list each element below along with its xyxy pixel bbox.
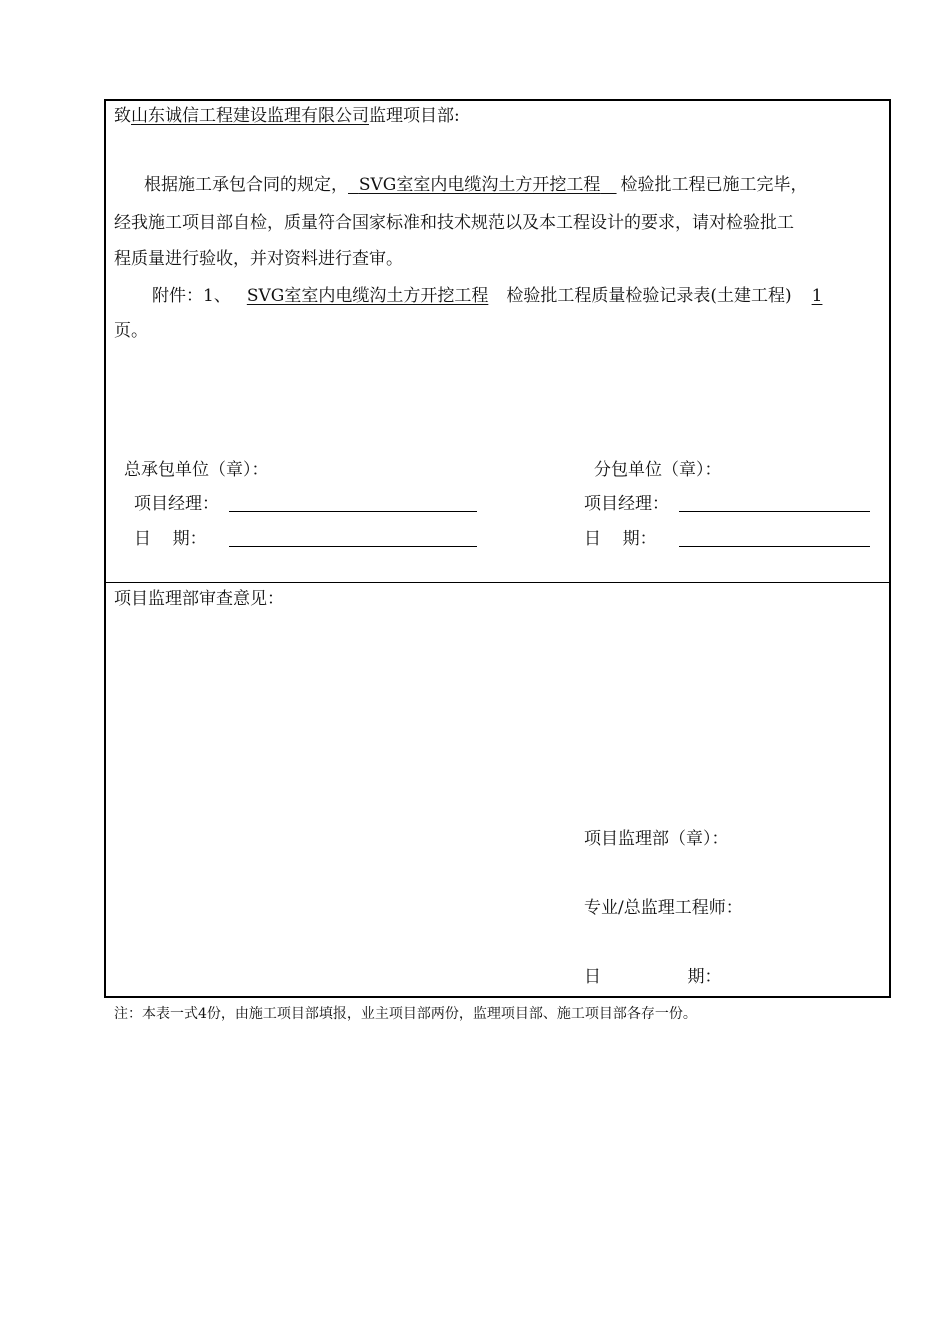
supervision-company: 山东诚信工程建设监理有限公司 (131, 106, 369, 126)
review-date-label: 日 期： (584, 967, 722, 987)
sub-manager-label: 项目经理： (584, 494, 669, 514)
general-manager-label: 项目经理： (134, 494, 219, 514)
body-line-2: 经我施工项目部自检，质量符合国家标准和技术规范以及本工程设计的要求，请对检验批工 (114, 213, 794, 233)
pad (600, 175, 616, 195)
supervising-engineer-label: 专业/总监理工程师： (584, 898, 743, 918)
sub-date-blank[interactable] (679, 546, 870, 547)
general-contractor-stamp-label: 总承包单位（章）： (124, 460, 269, 480)
body-line-3: 程质量进行验收，并对资料进行查审。 (114, 249, 403, 269)
form-frame (104, 99, 891, 998)
attachment-line-end: 页。 (114, 321, 148, 341)
sub-date-label: 日 期： (584, 529, 657, 549)
review-opinion-title: 项目监理部审查意见： (114, 589, 284, 609)
attachment-label: 附件：1、 (152, 286, 231, 306)
general-date-label: 日 期： (134, 529, 207, 549)
addressee-suffix: 监理项目部: (369, 106, 460, 126)
body-text: 检验批工程已施工完毕， (620, 175, 808, 195)
section-divider (104, 582, 891, 583)
addressee-prefix: 致 (114, 106, 131, 126)
pad (348, 175, 359, 195)
body-line-1 (144, 175, 808, 195)
attachment-line (152, 286, 822, 306)
supervision-stamp-label: 项目监理部（章）： (584, 829, 729, 849)
sub-manager-blank[interactable] (679, 511, 870, 512)
attachment-project: SVG室室内电缆沟土方开挖工程 (246, 286, 489, 306)
attachment-count: 1 (811, 286, 823, 306)
general-manager-blank[interactable] (229, 511, 477, 512)
subcontractor-stamp-label: 分包单位（章）： (594, 460, 722, 480)
body-text: 根据施工承包合同的规定， (144, 175, 348, 195)
project-name-field (348, 175, 617, 195)
footnote: 注：本表一式4份，由施工项目部填报，业主项目部两份，监理项目部、施工项目部各存一份。 (114, 1006, 697, 1022)
addressee-line (114, 106, 460, 126)
attachment-text: 检验批工程质量检验记录表(土建工程) (506, 286, 792, 306)
project-name: SVG室室内电缆沟土方开挖工程 (358, 175, 601, 195)
general-date-blank[interactable] (229, 546, 477, 547)
